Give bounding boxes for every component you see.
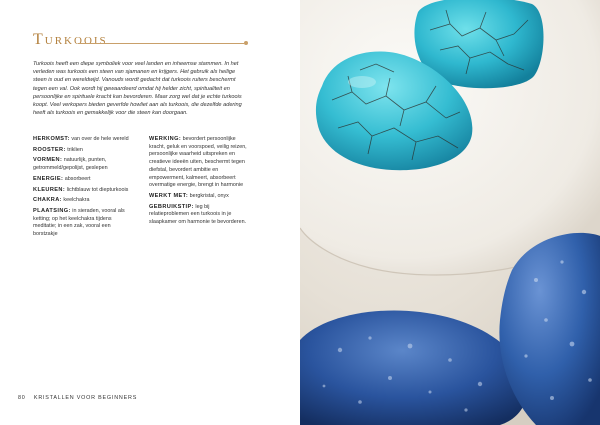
entry-text: absorbeert (64, 175, 91, 182)
entry-text: triklien (67, 146, 83, 153)
title-rule-dot (244, 41, 248, 45)
page-number: 80 (18, 395, 26, 401)
entry-text: leg bij relatieproblemen een turkoois in je slaapkamer om harmonie te bevorderen. (149, 203, 247, 226)
entry-chakra (33, 197, 133, 205)
page-title: Turkoois (33, 31, 108, 48)
photo-page (300, 0, 600, 425)
entry-text: in sieraden, vooral als ketting; op het keelchakra tijdens meditatie; in een zak, vooral een borstzakje (33, 207, 125, 238)
entry-label: KLEUREN: (33, 186, 66, 193)
entry-text: natuurlijk, punten, getrommeld/gepolijst, geslepen (33, 157, 108, 172)
entry-rooster (33, 147, 133, 155)
entry-label: WERKING: (149, 136, 182, 142)
entry-label: HERKOMST: (33, 136, 70, 142)
entry-werking (149, 136, 249, 190)
entry-vormen (33, 157, 133, 172)
entry-energie (33, 176, 133, 184)
properties-left-column (33, 136, 133, 242)
entry-label: CHAKRA: (33, 197, 62, 204)
entry-label: GEBRUIKSTIP: (149, 203, 194, 210)
entry-plaatsing (33, 208, 133, 239)
title-rule (78, 43, 244, 44)
entry-text: bevordert persoonlijke kracht, geluk en voorspoed, veilig reizen, persoonlijke waarheid uitspreken en creatieve ideeën uiten, beschermt tegen diefstal, bevordert ambitie en empowerment, kalmeert, absorbeert overmatige energie, brengt in harmonie (149, 136, 247, 189)
entry-text: van over de hele wereld (71, 136, 129, 142)
entry-label: ENERGIE: (33, 175, 64, 182)
page-footer (18, 395, 137, 401)
entry-kleuren (33, 187, 133, 195)
entry-herkomst (33, 136, 133, 144)
properties-right-column (149, 136, 249, 230)
entry-gebruikstip (149, 204, 249, 227)
entry-label: VORMEN: (33, 157, 63, 164)
entry-text: keelchakra (63, 197, 90, 204)
book-title: KRISTALLEN VOOR BEGINNERS (33, 395, 138, 401)
entry-text: lichtblauw tot diepturkoois (66, 186, 129, 193)
entry-werkt-met (149, 193, 249, 201)
entry-text: bergkristal, onyx (189, 192, 229, 199)
crystal-photo (300, 0, 600, 425)
entry-label: ROOSTER: (33, 146, 66, 153)
entry-label: PLAATSING: (33, 207, 71, 214)
entry-label: WERKT MET: (149, 192, 189, 199)
intro-paragraph: Turkoois heeft een diepe symboliek voor veel landen en inheemse stammen. In het verleden was turkoois een steen van sjamanen en krijgers. Het gebruik als heilige steen is oud en wereldwijd. Vanouds wordt gedacht dat turkoois ruiters beschermt tegen een val. Ook wordt hij gewaardeerd omdat hij helder zicht, spiritualiteit en persoonlijke en spirituele kracht kan bevorderen. Maar zorg wel dat je echte turkoois koopt. Veel verkopers bieden geverfde howliet aan als turkoois, die dezelfde adering heeft als turkoois en gemakkelijk voor die steen kan doorgaan. (33, 61, 242, 117)
